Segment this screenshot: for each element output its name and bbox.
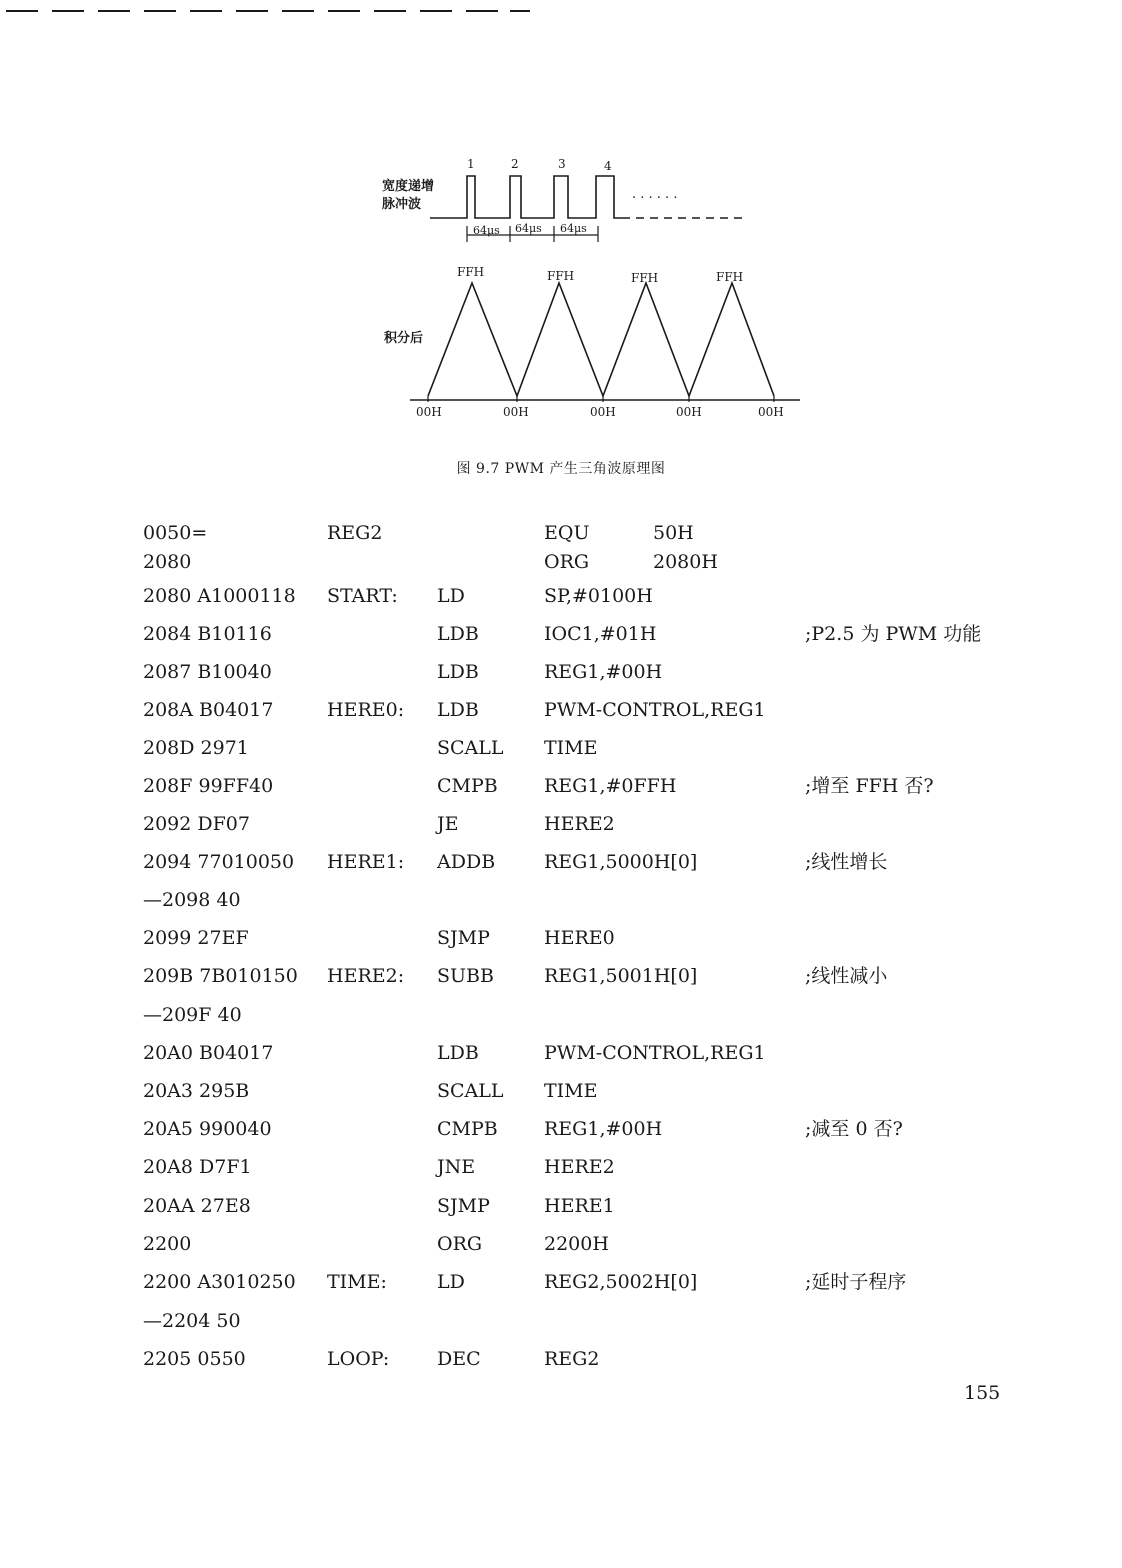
row-operand: PWM-CONTROL,REG1 — [544, 699, 766, 721]
base-label: 00H — [590, 405, 616, 419]
listing-row — [143, 1273, 1023, 1299]
row-opcode: SJMP — [437, 927, 490, 949]
pulse-number: 2 — [511, 157, 519, 171]
listing-row — [143, 524, 1023, 550]
triangle-waveform — [428, 283, 774, 396]
listing-row — [143, 1312, 1023, 1338]
row-value: 2080H — [653, 551, 718, 573]
listing-row — [143, 1044, 1023, 1070]
row-operand: REG1,5001H[0] — [544, 965, 698, 987]
figure-caption: 图 9.7 PWM 产生三角波原理图 — [456, 461, 666, 477]
pulse-number: 4 — [604, 159, 612, 173]
peak-label: FFH — [716, 270, 744, 284]
row-address: 0050= — [143, 522, 208, 544]
baseline-ticks — [428, 396, 774, 402]
row-address: 2080 A1000118 — [143, 585, 296, 607]
row-address: —2204 50 — [143, 1310, 241, 1332]
row-opcode: ORG — [437, 1233, 483, 1255]
row-label: HERE2: — [327, 965, 405, 987]
listing-row — [143, 701, 1023, 727]
peak-label: FFH — [631, 271, 659, 285]
row-opcode: LD — [437, 585, 465, 607]
row-opcode: SCALL — [437, 737, 504, 759]
row-operand: REG1,#00H — [544, 1118, 663, 1140]
listing-row — [143, 663, 1023, 689]
interval-label: 64μs — [515, 222, 542, 235]
row-opcode: SJMP — [437, 1195, 490, 1217]
peak-label: FFH — [457, 265, 485, 279]
listing-row — [143, 1082, 1023, 1108]
row-address: 208F 99FF40 — [143, 775, 274, 797]
row-address: 20A8 D7F1 — [143, 1156, 252, 1178]
base-label: 00H — [676, 405, 702, 419]
row-comment: ;线性减小 — [805, 965, 888, 987]
row-comment: ;减至 0 否? — [805, 1118, 903, 1140]
row-operand: HERE2 — [544, 1156, 615, 1178]
row-address: 209B 7B010150 — [143, 965, 298, 987]
row-operand: REG1,#0FFH — [544, 775, 677, 797]
pulse-waveform — [430, 176, 622, 218]
row-operand: REG1,5000H[0] — [544, 851, 698, 873]
integrated-label: 积分后 — [384, 331, 424, 346]
row-opcode: ADDB — [437, 851, 496, 873]
row-address: 2099 27EF — [143, 927, 249, 949]
row-operand: SP,#0100H — [544, 585, 653, 607]
row-address: 2080 — [143, 551, 192, 573]
interval-label: 64μs — [560, 222, 587, 235]
listing-row — [143, 1158, 1023, 1184]
listing-row — [143, 929, 1023, 955]
row-address: 2200 A3010250 — [143, 1271, 296, 1293]
row-opcode: CMPB — [437, 1118, 498, 1140]
row-opcode: LDB — [437, 699, 479, 721]
row-address: 20AA 27E8 — [143, 1195, 251, 1217]
row-comment: ;延时子程序 — [805, 1271, 907, 1293]
row-operand: HERE1 — [544, 1195, 615, 1217]
row-opcode: LDB — [437, 1042, 479, 1064]
row-operand: REG2,5002H[0] — [544, 1271, 698, 1293]
base-label: 00H — [416, 405, 442, 419]
row-opcode: SUBB — [437, 965, 494, 987]
listing-row — [143, 1120, 1023, 1146]
listing-row — [143, 739, 1023, 765]
row-operand: 2200H — [544, 1233, 609, 1255]
pulse-wave-label: 脉冲波 — [382, 197, 422, 212]
row-opcode: CMPB — [437, 775, 498, 797]
row-address: —2098 40 — [143, 889, 241, 911]
row-value: 50H — [653, 522, 694, 544]
row-address: 20A0 B04017 — [143, 1042, 274, 1064]
row-directive: ORG — [544, 551, 590, 573]
row-address: 2094 77010050 — [143, 851, 295, 873]
pulse-wave-label: 宽度递增 — [382, 179, 435, 194]
row-label: TIME: — [327, 1271, 387, 1293]
peak-label: FFH — [547, 269, 575, 283]
row-operand: HERE2 — [544, 813, 615, 835]
row-label: START: — [327, 585, 398, 607]
listing-row — [143, 891, 1023, 917]
page-number: 155 — [964, 1382, 1001, 1404]
row-directive: EQU — [544, 522, 590, 544]
row-label: HERE1: — [327, 851, 405, 873]
row-comment: ;线性增长 — [805, 851, 888, 873]
pulse-number: 1 — [467, 157, 475, 171]
listing-row — [143, 777, 1023, 803]
listing-row — [143, 967, 1023, 993]
listing-row — [143, 625, 1023, 651]
row-address: 2084 B10116 — [143, 623, 272, 645]
row-address: 2092 DF07 — [143, 813, 250, 835]
listing-row — [143, 1006, 1023, 1032]
row-opcode: LD — [437, 1271, 465, 1293]
row-opcode: LDB — [437, 661, 479, 683]
row-label: REG2 — [327, 522, 383, 544]
waveform-diagram — [360, 150, 820, 440]
listing-row — [143, 553, 1023, 579]
row-opcode: SCALL — [437, 1080, 504, 1102]
row-label: HERE0: — [327, 699, 405, 721]
row-opcode: JNE — [437, 1156, 476, 1178]
row-address: 20A3 295B — [143, 1080, 250, 1102]
base-label: 00H — [758, 405, 784, 419]
row-comment: ;增至 FFH 否? — [805, 775, 934, 797]
row-comment: ;P2.5 为 PWM 功能 — [805, 623, 982, 645]
listing-row — [143, 853, 1023, 879]
base-label: 00H — [503, 405, 529, 419]
row-operand: REG1,#00H — [544, 661, 663, 683]
row-address: 2205 0550 — [143, 1348, 246, 1370]
row-operand: REG2 — [544, 1348, 600, 1370]
interval-label: 64μs — [473, 224, 500, 237]
pwm-triangle-figure — [360, 150, 820, 440]
row-opcode: LDB — [437, 623, 479, 645]
row-label: LOOP: — [327, 1348, 390, 1370]
listing-row — [143, 587, 1023, 613]
pulse-ellipsis: . . . . . . — [632, 187, 678, 202]
row-opcode: JE — [437, 813, 459, 835]
row-operand: PWM-CONTROL,REG1 — [544, 1042, 766, 1064]
row-address: —209F 40 — [143, 1004, 242, 1026]
row-address: 2087 B10040 — [143, 661, 272, 683]
listing-row — [143, 1235, 1023, 1261]
row-operand: TIME — [544, 1080, 598, 1102]
row-address: 2200 — [143, 1233, 192, 1255]
pulse-number: 3 — [558, 157, 566, 171]
row-opcode: DEC — [437, 1348, 481, 1370]
listing-row — [143, 1350, 1023, 1376]
row-address: 208A B04017 — [143, 699, 274, 721]
row-address: 208D 2971 — [143, 737, 249, 759]
listing-row — [143, 815, 1023, 841]
row-operand: HERE0 — [544, 927, 615, 949]
top-dashed-rule — [0, 0, 540, 14]
row-address: 20A5 990040 — [143, 1118, 272, 1140]
row-operand: TIME — [544, 737, 598, 759]
listing-row — [143, 1197, 1023, 1223]
row-operand: IOC1,#01H — [544, 623, 657, 645]
